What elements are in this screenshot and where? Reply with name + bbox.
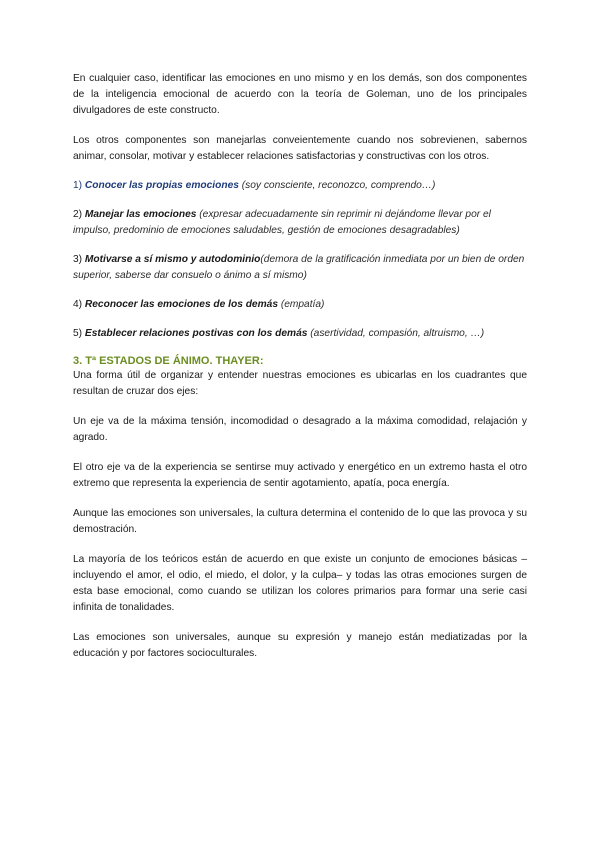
component-title: Establecer relaciones postivas con los demás xyxy=(84,328,308,339)
body-paragraph-2: Un eje va de la máxima tensión, incomodidad o desagrado a la máxima comodidad, relajación y agrado. xyxy=(73,416,527,443)
section-heading: 3. Tª ESTADOS DE ÁNIMO. THAYER: xyxy=(73,355,264,367)
body-paragraph-3: El otro eje va de la experiencia se sentirse muy activado y energético en un extremo hasta el otro extremo que representa la experiencia de sentir agotamiento, apatía, poca energía. xyxy=(73,462,527,489)
component-title: Conocer las propias emociones xyxy=(84,180,239,191)
component-desc: (empatía) xyxy=(277,299,325,310)
component-item-2 xyxy=(73,207,527,239)
component-title: Manejar las emociones xyxy=(84,209,197,220)
component-number: 2) xyxy=(73,209,83,220)
body-paragraph-6: Las emociones son universales, aunque su expresión y manejo están mediatizadas por la educación y por factores socioculturales. xyxy=(73,632,527,659)
component-desc: (expresar adecuadamente sin reprimir ni dejándome llevar por el impulso, predominio de emociones saludables, gestión de emociones desagradables) xyxy=(73,209,491,236)
component-desc: (asertividad, compasión, altruismo, …) xyxy=(307,328,485,339)
component-item-5 xyxy=(73,326,527,342)
component-number: 5) xyxy=(73,328,83,339)
component-number: 4) xyxy=(73,299,83,310)
component-number: 1) xyxy=(73,180,83,191)
component-title: Motivarse a sí mismo y autodominio xyxy=(84,254,261,265)
component-number: 3) xyxy=(73,254,83,265)
component-item-1 xyxy=(73,178,527,194)
body-paragraph-5: La mayoría de los teóricos están de acuerdo en que existe un conjunto de emociones básicas –incluyendo el amor, el odio, el miedo, el dolor, y la culpa– y todas las otras emociones surgen de esta base emocional, como cuando se utilizan los colores primarios para formar una serie casi infinita de tonalidades. xyxy=(73,554,527,613)
component-desc: (demora de la gratificación inmediata por un bien de orden superior, saberse dar consuelo o ánimo a sí mismo) xyxy=(73,254,525,281)
body-paragraph-1: Una forma útil de organizar y entender nuestras emociones es ubicarlas en los cuadrantes que resultan de cruzar dos ejes: xyxy=(73,370,527,397)
body-paragraph-4: Aunque las emociones son universales, la cultura determina el contenido de lo que las provoca y su demostración. xyxy=(73,508,527,535)
intro-paragraph-2: Los otros componentes son manejarlas conveientemente cuando nos sobrevienen, sabernos animar, consolar, motivar y establecer relaciones satisfactorias y constructivas con los otros. xyxy=(73,135,527,162)
component-item-3 xyxy=(73,252,527,284)
component-item-4 xyxy=(73,297,527,313)
intro-paragraph-1: En cualquier caso, identificar las emociones en uno mismo y en los demás, son dos componentes de la inteligencia emocional de acuerdo con la teoría de Goleman, uno de los principales divulgadores de este constructo. xyxy=(73,73,527,116)
document-page xyxy=(73,71,527,662)
component-desc: (soy consciente, reconozco, comprendo…) xyxy=(238,180,436,191)
component-title: Reconocer las emociones de los demás xyxy=(84,299,278,310)
